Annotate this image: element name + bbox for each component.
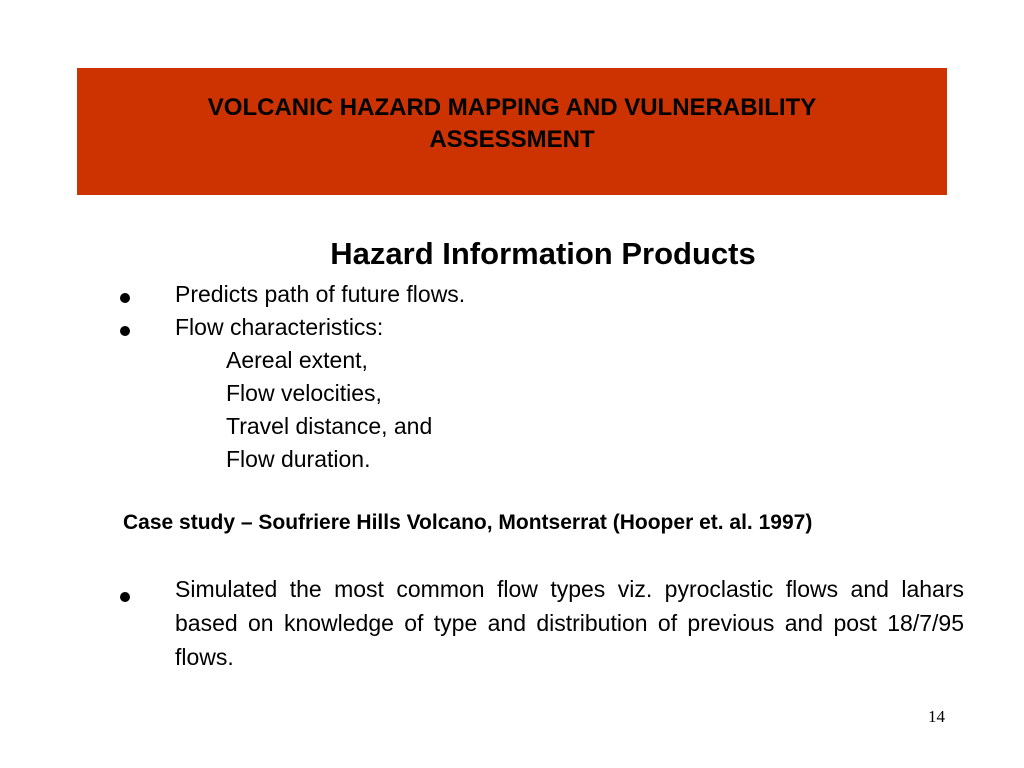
- case-study-bullet-text: Simulated the most common flow types viz. pyroclastic flows and lahars based on knowledge of type and distribution of previous and post 18/7/95 flows.: [175, 576, 964, 670]
- bullet-icon: [120, 293, 130, 303]
- slide-title: VOLCANIC HAZARD MAPPING AND VULNERABILITY ASSESSMENT: [207, 93, 817, 153]
- bullet-icon: [120, 592, 130, 602]
- bullet-text: Flow characteristics:: [175, 314, 384, 340]
- case-study-heading: Case study – Soufriere Hills Volcano, Montserrat (Hooper et. al. 1997): [123, 511, 813, 534]
- section-heading: Hazard Information Products: [330, 236, 756, 271]
- bullet-text: Predicts path of future flows.: [175, 281, 466, 307]
- sub-item: Aereal extent,: [226, 347, 368, 373]
- page-number: 14: [928, 707, 945, 726]
- bullet-icon: [120, 326, 130, 336]
- sub-item: Flow duration.: [226, 446, 371, 472]
- sub-item: Flow velocities,: [226, 380, 382, 406]
- title-banner: [77, 68, 947, 195]
- sub-item: Travel distance, and: [226, 413, 433, 439]
